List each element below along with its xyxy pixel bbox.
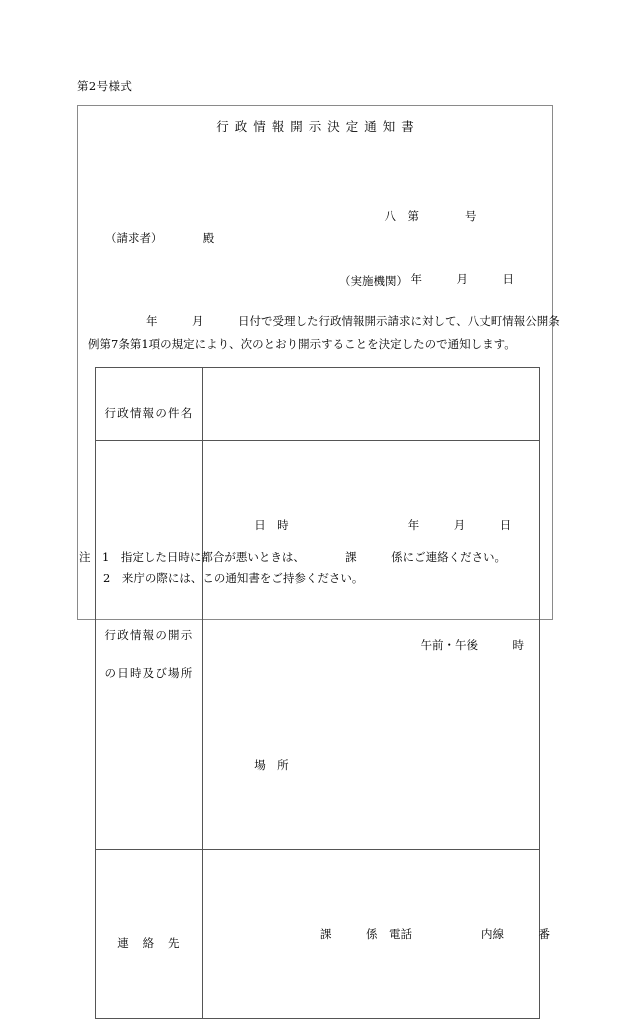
- contact-value-text: 課 係 電話 内線 番: [319, 927, 550, 941]
- row-label-datetime-line1: 行政情報の開示: [104, 628, 194, 642]
- addressee-line: （請求者） 殿: [105, 231, 215, 245]
- note-item-2: 2 来庁の際には、この通知書をご持参ください。: [103, 571, 364, 585]
- document-inner: [78, 106, 560, 950]
- row-label-subject: [96, 368, 203, 441]
- row-value-datetime-place[interactable]: [203, 441, 540, 850]
- datetime-value: 年 月 日: [407, 518, 512, 532]
- contact-fields: [203, 898, 550, 970]
- table-row-datetime-place: [96, 441, 540, 850]
- ampm-row: [203, 609, 539, 681]
- body-paragraph: [88, 310, 560, 356]
- row-value-contact[interactable]: [203, 850, 550, 1019]
- document-frame: [77, 105, 560, 950]
- reference-block: [385, 164, 515, 332]
- ampm-value: 午前・午後 時: [420, 638, 524, 652]
- form-code: 第2号様式: [77, 79, 133, 93]
- body-line-2: 例第7条第1項の規定により、次のとおり開示することを決定したので通知します。: [88, 337, 516, 351]
- reference-number: 八 第 号: [384, 209, 477, 223]
- body-line-1: 年 月 日付で受理した行政情報開示請求に対して、八丈町情報公開条: [146, 314, 560, 328]
- issuing-agency: （実施機関）: [339, 274, 408, 288]
- row-label-subject-text: 行政情報の件名: [104, 406, 194, 420]
- notes-block: [78, 547, 552, 589]
- note-item-1: 注 1 指定した日時に都合が悪いときは、 課 係にご連絡ください。: [79, 550, 507, 564]
- table-row-subject: [96, 368, 540, 441]
- row-value-subject[interactable]: [203, 368, 540, 441]
- disclosure-table: [95, 367, 550, 1019]
- place-row: [203, 729, 539, 801]
- row-label-datetime-line2: の日時及び場所: [104, 666, 194, 680]
- row-label-contact: [96, 850, 203, 1019]
- table-row-contact: [96, 850, 540, 1019]
- row-label-datetime-place: [96, 441, 203, 850]
- place-label: 場 所: [254, 758, 289, 772]
- datetime-label: 日 時: [254, 518, 289, 532]
- document-title: 行政情報開示決定通知書: [216, 119, 420, 134]
- reference-date: 年 月 日: [410, 272, 514, 286]
- row-label-contact-text: 連 絡 先: [117, 936, 181, 950]
